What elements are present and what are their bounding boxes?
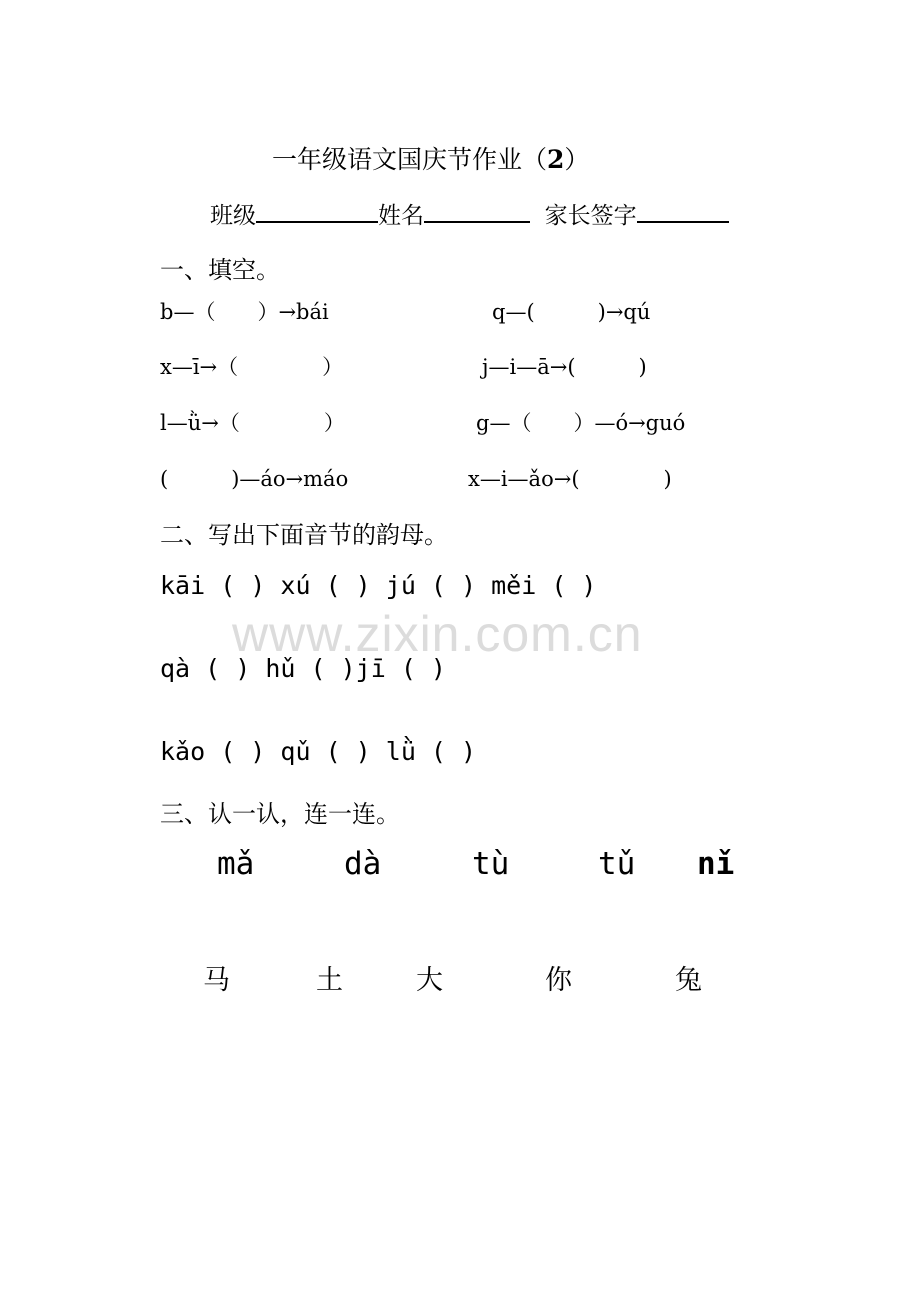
- finals-row: kǎo ( ) qǔ ( ) lǜ ( ): [160, 737, 477, 766]
- name-blank[interactable]: [424, 199, 530, 223]
- section2-heading: 二、写出下面音节的韵母。: [160, 521, 448, 549]
- fill-item: b—（ ）→bái: [160, 300, 329, 324]
- class-label: 班级: [210, 203, 256, 229]
- pinyin-tu3[interactable]: tǔ: [598, 846, 636, 882]
- fill-item: x—ī→（ ）: [160, 355, 344, 379]
- section3-heading: 三、认一认，连一连。: [160, 800, 400, 828]
- fill-item: l—ǜ→（ ）: [160, 411, 345, 435]
- class-blank[interactable]: [256, 199, 378, 223]
- fill-item: j—i—ā→( ): [482, 355, 647, 379]
- title-prefix: 一年级语文国庆节作业（: [272, 145, 548, 174]
- student-info-line: [210, 197, 729, 230]
- character-tu-earth[interactable]: 土: [316, 965, 343, 996]
- parent-sign-blank[interactable]: [637, 199, 729, 223]
- fill-item: g—（ ）—ó→guó: [476, 411, 686, 435]
- parent-sign-label: 家长签字: [544, 203, 637, 229]
- pinyin-da[interactable]: dà: [344, 846, 382, 882]
- character-tu-rabbit[interactable]: 兔: [675, 965, 702, 996]
- watermark: www.zixin.com.cn: [232, 606, 643, 662]
- name-label: 姓名: [378, 203, 424, 229]
- title-suffix: ）: [564, 145, 590, 174]
- pinyin-ma[interactable]: mǎ: [217, 846, 255, 882]
- fill-item: q—( )→qú: [492, 300, 651, 324]
- page-title: [272, 140, 589, 176]
- character-da[interactable]: 大: [416, 965, 443, 996]
- character-ma[interactable]: 马: [203, 965, 230, 996]
- finals-row: qà ( ) hǔ ( )jī ( ): [160, 654, 446, 683]
- fill-item: ( )—áo→máo: [160, 467, 349, 491]
- section1-heading: 一、填空。: [160, 256, 280, 284]
- pinyin-ni[interactable]: nǐ: [697, 846, 735, 882]
- title-number: 2: [547, 145, 565, 174]
- fill-item: x—i—ǎo→( ): [468, 467, 672, 491]
- finals-row: kāi ( ) xú ( ) jú ( ) měi ( ): [160, 571, 597, 600]
- character-ni[interactable]: 你: [545, 965, 572, 996]
- pinyin-tu4[interactable]: tù: [472, 846, 510, 882]
